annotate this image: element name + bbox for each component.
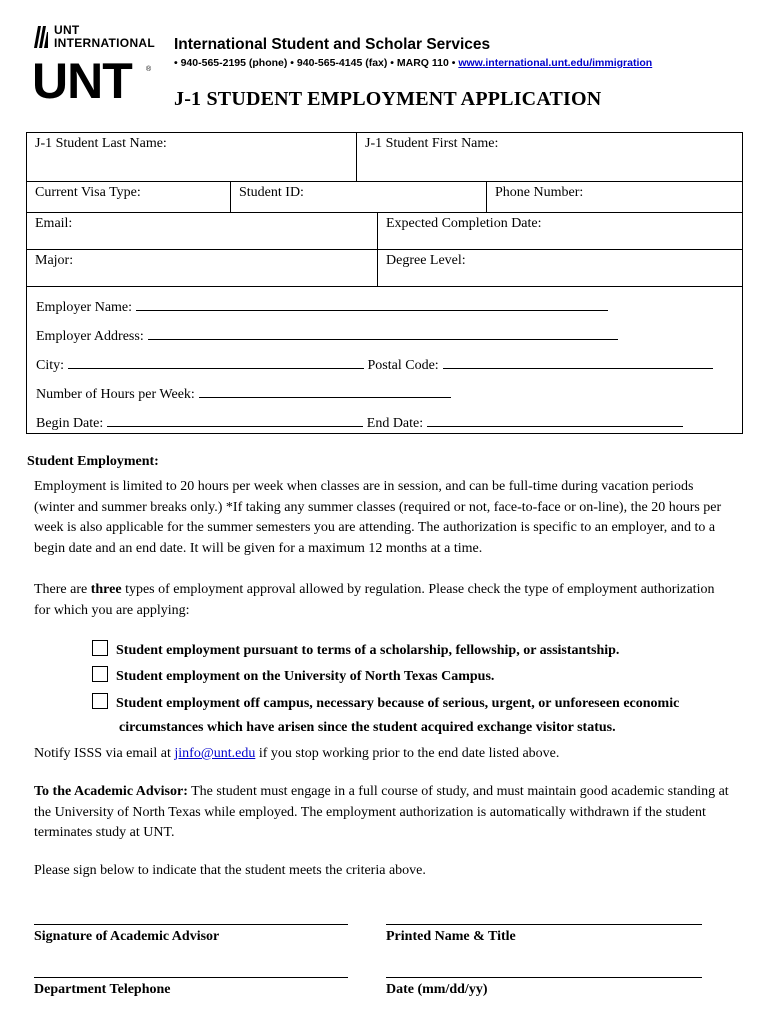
advisor-paragraph [34, 782, 734, 844]
employer-name-label: Employer Name: [36, 300, 133, 315]
begin-date-input[interactable] [107, 413, 363, 427]
city-label: City: [36, 358, 65, 373]
hours-input[interactable] [199, 384, 451, 398]
end-date-input[interactable] [427, 413, 683, 427]
notify-line [34, 746, 559, 762]
logo-small-line1: UNT [54, 23, 80, 37]
logo-small-line2: INTERNATIONAL [54, 35, 156, 50]
types-bold: three [90, 582, 122, 597]
types-prefix: There are [34, 582, 91, 597]
application-form [26, 132, 743, 434]
degree-level-field[interactable] [377, 250, 742, 286]
phone-field[interactable] [486, 182, 742, 212]
first-name-label: J-1 Student First Name: [365, 136, 499, 151]
option-off-campus-continued: circumstances which have arisen since the student acquired exchange visitor status. [119, 720, 616, 735]
visa-type-field[interactable] [27, 182, 230, 212]
types-suffix: types of employment approval allowed by regulation. Please check the type of employment authorization for which you are applying: [34, 582, 715, 618]
notify-suffix: if you stop working prior to the end date listed above. [255, 746, 560, 761]
on-campus-checkbox[interactable] [92, 666, 108, 682]
sign-instruction: Please sign below to indicate that the student meets the criteria above. [34, 863, 426, 878]
dates-line [36, 413, 683, 432]
visa-type-label: Current Visa Type: [35, 185, 141, 200]
document-title: J-1 STUDENT EMPLOYMENT APPLICATION [174, 88, 602, 110]
postal-code-input[interactable] [443, 355, 713, 369]
employer-address-input[interactable] [148, 326, 618, 340]
completion-date-label: Expected Completion Date: [386, 216, 542, 231]
last-name-label: J-1 Student Last Name: [35, 136, 167, 151]
advisor-heading: To the Academic Advisor: [34, 784, 188, 799]
major-field[interactable] [27, 250, 377, 286]
first-name-field[interactable] [356, 133, 742, 181]
student-id-label: Student ID: [239, 185, 304, 200]
major-row [27, 250, 742, 287]
hours-line [36, 384, 451, 403]
contact-text: • 940-565-2195 (phone) • 940-565-4145 (fax) • MARQ 110 • [174, 57, 459, 69]
email-label: Email: [35, 216, 73, 231]
employer-address-label: Employer Address: [36, 329, 144, 344]
employer-name-input[interactable] [136, 297, 608, 311]
phone-label: Phone Number: [495, 185, 584, 200]
completion-date-field[interactable] [377, 213, 742, 249]
off-campus-checkbox[interactable] [92, 693, 108, 709]
last-name-field[interactable] [27, 133, 356, 181]
email-row [27, 213, 742, 250]
website-link[interactable]: www.international.unt.edu/immigration [458, 57, 653, 69]
logo-text-small [54, 24, 155, 49]
date-label: Date (mm/dd/yy) [386, 982, 488, 997]
name-row [27, 133, 742, 182]
student-employment-heading: Student Employment: [27, 454, 159, 469]
option-scholarship-label: Student employment pursuant to terms of a scholarship, fellowship, or assistantship. [116, 643, 620, 658]
postal-code-label: Postal Code: [367, 358, 439, 373]
date-line[interactable] [386, 977, 702, 978]
student-id-field[interactable] [230, 182, 486, 212]
city-postal-line [36, 355, 713, 374]
department-telephone-line[interactable] [34, 977, 348, 978]
org-name: International Student and Scholar Services [174, 36, 491, 53]
contact-line [174, 57, 652, 69]
advisor-text: The student must engage in a full course of study, and must maintain good academic standing at the University of North Texas while employed. The employment authorization is automatically withdrawn if the student terminates study at UNT. [34, 784, 729, 840]
city-input[interactable] [68, 355, 364, 369]
logo-text-big: UNT [32, 53, 132, 109]
advisor-signature-label: Signature of Academic Advisor [34, 929, 220, 944]
types-paragraph [34, 580, 734, 621]
option-on-campus-label: Student employment on the University of North Texas Campus. [116, 669, 495, 684]
email-field[interactable] [27, 213, 377, 249]
hours-label: Number of Hours per Week: [36, 387, 195, 402]
employment-paragraph: Employment is limited to 20 hours per week when classes are in session, and can be full-time during vacation periods (winter and summer breaks only.) *If taking any summer classes (required or not, face-to-face or on-line), the 20 hours per week is also applicable for the summer semesters you are attending. The authorization is specific to an employer, and to a begin date and an end date. It will be given for a maximum 12 months at a time. [34, 479, 722, 556]
option-off-campus[interactable] [92, 693, 679, 712]
option-on-campus[interactable] [92, 666, 494, 685]
printed-name-label: Printed Name & Title [386, 929, 516, 944]
advisor-signature-line[interactable] [34, 924, 348, 925]
end-date-label: End Date: [366, 416, 424, 431]
visa-row [27, 182, 742, 213]
begin-date-label: Begin Date: [36, 416, 104, 431]
printed-name-line[interactable] [386, 924, 702, 925]
scholarship-checkbox[interactable] [92, 640, 108, 656]
employer-name-line [36, 297, 608, 316]
employer-address-line [36, 326, 618, 345]
option-off-campus-label: Student employment off campus, necessary because of serious, urgent, or unforeseen economic [116, 696, 680, 711]
registered-mark: ® [146, 66, 152, 73]
department-telephone-label: Department Telephone [34, 982, 171, 997]
major-label: Major: [35, 253, 74, 268]
option-scholarship[interactable] [92, 640, 619, 659]
notify-prefix: Notify ISSS via email at [34, 746, 175, 761]
degree-level-label: Degree Level: [386, 253, 466, 268]
email-link[interactable]: jinfo@unt.edu [174, 746, 256, 761]
unt-logo-icon [34, 26, 48, 48]
